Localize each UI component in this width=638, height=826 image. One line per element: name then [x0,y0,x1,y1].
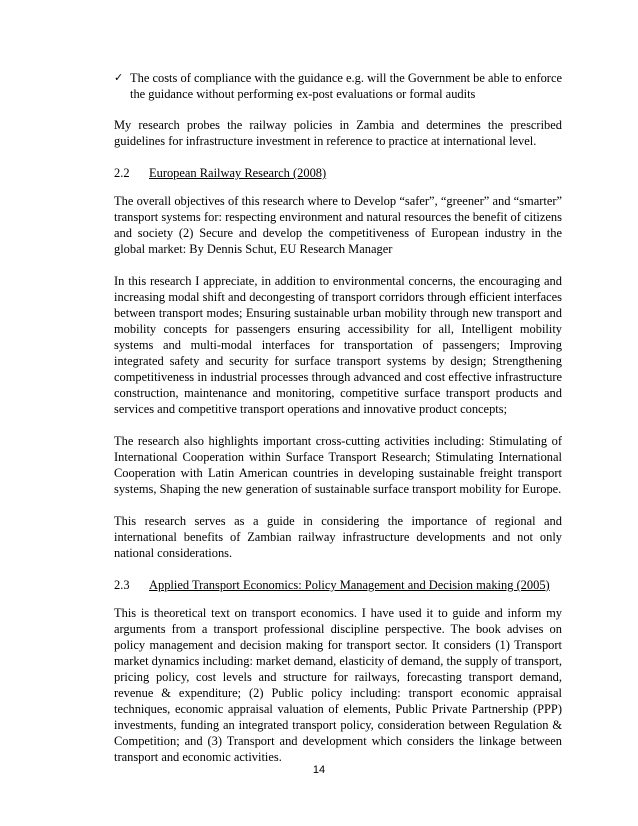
section-number: 2.3 [114,578,130,592]
paragraph-appreciation: In this research I appreciate, in addition to environmental concerns, the encouraging and increasing modal shift and decongesting of transport corridors through efficient interfaces between transport modes; Ensuring sustainable urban mobility through new transport and mobility concepts for passengers ensuring accessibility for all, Intelligent mobility systems and multi-modal interfaces for transportation of passengers; Improving integrated safety and security for surface transport systems by design; Strengthening competitiveness in industrial processes through advanced and cost effective infrastructure construction, maintenance and monitoring, competitive surface transport products and services and competitive transport operations and innovative product concepts; [114,274,562,416]
section-title: European Railway Research (2008) [149,166,327,180]
paragraph-research-scope: My research probes the railway policies in Zambia and determines the prescribed guidelines for infrastructure investment in reference to practice at international level. [114,118,562,148]
checkmark-icon: ✓ [114,71,124,84]
paragraph-cross-cutting: The research also highlights important cross-cutting activities including: Stimulating of International Cooperation within Surface Transport Research; Stimulating International Cooperation with Latin American countries in developing sustainable freight transport systems, Shaping the new generation of sustainable surface transport mobility for Europe. [114,434,562,496]
page-content [114,70,562,781]
page-number: 14 [312,764,326,776]
paragraph-guide: This research serves as a guide in considering the importance of regional and international benefits of Zambian railway infrastructure developments and not only national considerations. [114,514,562,560]
section-heading-2-3 [114,577,562,593]
section-title: Applied Transport Economics: Policy Management and Decision making (2005) [149,578,550,592]
section-heading-2-2 [114,165,562,181]
paragraph-transport-economics: This is theoretical text on transport economics. I have used it to guide and inform my arguments from a transport professional discipline perspective. The book advises on policy management and decision making for transport sector. It considers (1) Transport market dynamics including: market demand, elasticity of demand, the supply of transport, pricing policy, cost levels and structure for railways, forecasting transport demand, revenue & expenditure; (2) Public policy including: transport economic appraisal techniques, economic appraisal valuation of elements, Public Private Partnership (PPP) investments, funding an integrated transport policy, consideration between Regulation & Competition; and (3) Transport and development which considers the linkage between transport and economic activities. [114,606,562,764]
checklist-item [114,70,562,102]
checklist-item-text: The costs of compliance with the guidance e.g. will the Government be able to enforce the guidance without performing ex-post evaluations or formal audits [130,71,562,101]
section-number: 2.2 [114,166,130,180]
paragraph-objectives: The overall objectives of this research where to Develop “safer”, “greener” and “smarter” transport systems for: respecting environment and natural resources the benefit of citizens and society (2) Secure and develop the competitiveness of European industry in the global market: By Dennis Schut, EU Research Manager [114,194,562,256]
